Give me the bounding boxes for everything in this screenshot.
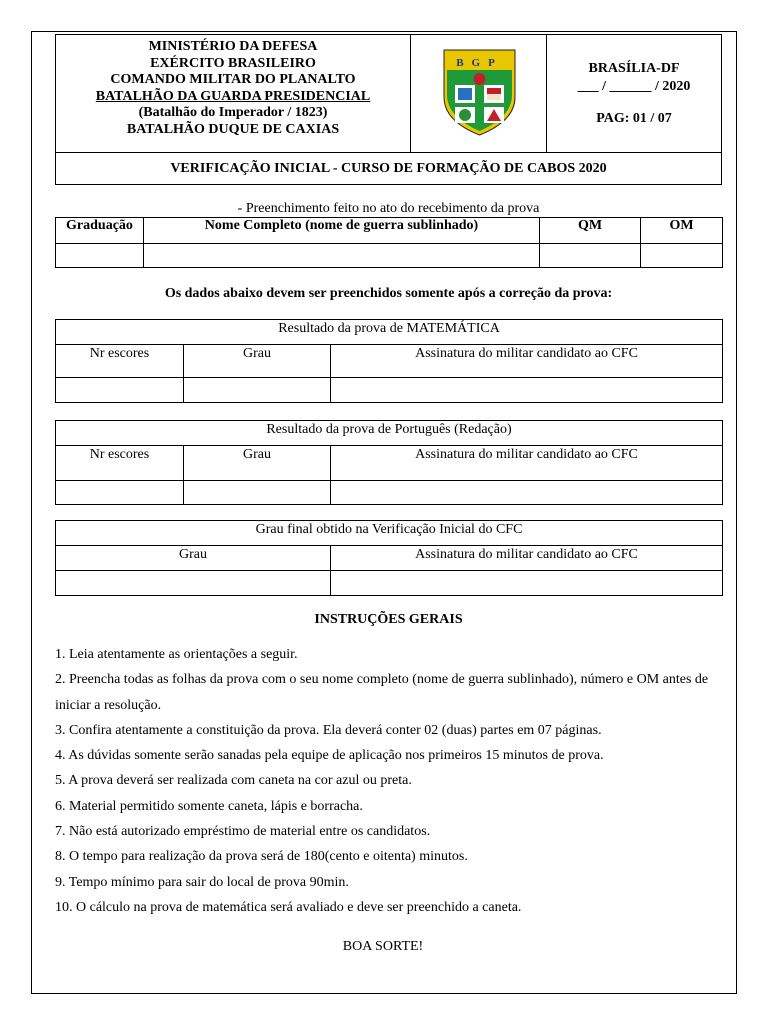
math-col-nr-escores: Nr escores: [56, 345, 184, 378]
instruction-item: 5. A prova deverá ser realizada com caneta na cor azul ou preta.: [55, 773, 412, 789]
instruction-item: 2. Preencha todas as folhas da prova com o seu nome completo (nome de guerra sublinhado), número e OM antes de iniciar a resolução.: [55, 672, 709, 713]
portuguese-col-grau: Grau: [184, 446, 331, 481]
header-institution-box: [55, 34, 411, 153]
portuguese-assinatura-input[interactable]: [331, 481, 723, 505]
math-col-grau: Grau: [184, 345, 331, 378]
instructions-list: [55, 642, 715, 920]
candidate-table: [55, 217, 723, 268]
portuguese-nr-escores-input[interactable]: [56, 481, 184, 505]
om-input-cell[interactable]: [641, 244, 723, 268]
city-label: BRASÍLIA-DF: [588, 61, 680, 76]
ministry-line: MINISTÉRIO DA DEFESA: [148, 39, 318, 54]
portuguese-col-assinatura: Assinatura do militar candidato ao CFC: [331, 446, 723, 481]
col-nome-completo: Nome Completo (nome de guerra sublinhado): [144, 218, 540, 244]
instruction-item: 6. Material permitido somente caneta, lápis e borracha.: [55, 798, 363, 814]
math-nr-escores-input[interactable]: [56, 378, 184, 403]
final-table-title: Grau final obtido na Verificação Inicial do CFC: [56, 521, 723, 546]
col-qm: QM: [540, 218, 641, 244]
exam-title: VERIFICAÇÃO INICIAL - CURSO DE FORMAÇÃO DE CABOS 2020: [170, 161, 607, 176]
math-col-assinatura: Assinatura do militar candidato ao CFC: [331, 345, 723, 378]
results-notice: Os dados abaixo devem ser preenchidos somente após a correção da prova:: [164, 286, 613, 301]
battalion-subtitle-line: (Batalhão do Imperador / 1823): [138, 105, 328, 121]
math-results-table: [55, 319, 723, 403]
math-grau-input[interactable]: [184, 378, 331, 403]
instruction-item: 7. Não está autorizado empréstimo de material entre os candidatos.: [55, 824, 431, 840]
svg-text:BGP: BGP: [456, 57, 503, 69]
final-col-grau: Grau: [56, 546, 331, 571]
date-field[interactable]: ___ / ______ / 2020: [577, 79, 691, 94]
exam-title-box: [55, 152, 722, 185]
army-line: EXÉRCITO BRASILEIRO: [150, 55, 316, 71]
final-grade-table: [55, 520, 723, 596]
nome-input-cell[interactable]: [144, 244, 540, 268]
command-line: COMANDO MILITAR DO PLANALTO: [110, 72, 356, 88]
instruction-item: 4. As dúvidas somente serão sanadas pela equipe de aplicação nos primeiros 15 minutos de prova.: [55, 748, 604, 764]
col-graduacao: Graduação: [56, 218, 144, 244]
bgp-crest-emblem: [411, 35, 548, 152]
battalion-line: BATALHÃO DA GUARDA PRESIDENCIAL: [95, 88, 371, 104]
final-grau-input[interactable]: [56, 571, 331, 596]
instructions-heading: INSTRUÇÕES GERAIS: [314, 612, 463, 627]
page-counter: PAG: 01 / 07: [596, 111, 672, 126]
instruction-item: 3. Confira atentamente a constituição da prova. Ela deverá conter 02 (duas) partes em 07 páginas.: [55, 722, 602, 738]
portuguese-grau-input[interactable]: [184, 481, 331, 505]
math-assinatura-input[interactable]: [331, 378, 723, 403]
header-date-box: [546, 34, 722, 153]
math-table-title: Resultado da prova de MATEMÁTICA: [56, 320, 723, 345]
qm-input-cell[interactable]: [540, 244, 641, 268]
portuguese-col-nr-escores: Nr escores: [56, 446, 184, 481]
instruction-item: 1. Leia atentamente as orientações a seguir.: [55, 647, 298, 662]
col-om: OM: [641, 218, 723, 244]
duque-caxias-line: BATALHÃO DUQUE DE CAXIAS: [126, 121, 340, 137]
candidate-note: - Preenchimento feito no ato do recebimento da prova: [237, 201, 540, 216]
instruction-item: 9. Tempo mínimo para sair do local de prova 90min.: [55, 874, 349, 890]
portuguese-table-title: Resultado da prova de Português (Redação): [56, 421, 723, 446]
closing-message: BOA SORTE!: [342, 939, 424, 954]
institution-heading: [56, 35, 410, 139]
portuguese-results-table: [55, 420, 723, 505]
final-col-assinatura: Assinatura do militar candidato ao CFC: [331, 546, 723, 571]
instruction-item: 8. O tempo para realização da prova será de 180(cento e oitenta) minutos.: [55, 849, 468, 865]
final-assinatura-input[interactable]: [331, 571, 723, 596]
header-crest-box: [410, 34, 547, 153]
graduacao-input-cell[interactable]: [56, 244, 144, 268]
instruction-item: 10. O cálculo na prova de matemática será avaliado e deve ser preenchido a caneta.: [55, 899, 522, 915]
